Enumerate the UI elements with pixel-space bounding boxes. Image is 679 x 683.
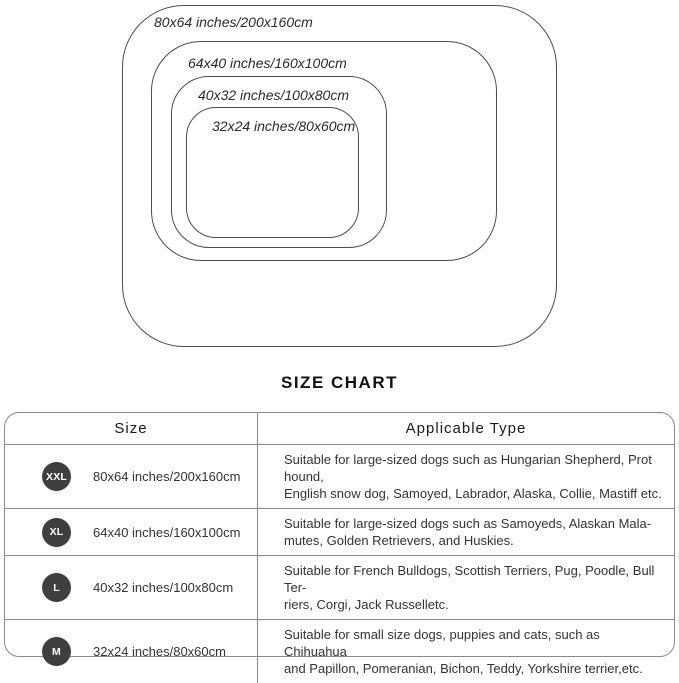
type-cell — [258, 509, 674, 555]
type-description-line: Suitable for French Bulldogs, Scottish Terriers, Pug, Poodle, Bull Ter- — [284, 563, 655, 595]
size-badge-l: L — [42, 573, 71, 602]
size-rect-m-label: 32x24 inches/80x60cm — [212, 118, 356, 134]
size-value: 32x24 inches/80x60cm — [93, 644, 226, 659]
type-description — [258, 445, 674, 508]
table-row — [5, 555, 674, 619]
type-description-line: mutes, Golden Retrievers, and Huskies. — [284, 533, 514, 548]
size-cell — [5, 445, 258, 508]
type-cell — [258, 556, 674, 619]
size-value: 64x40 inches/160x100cm — [93, 524, 241, 540]
type-description-line: English snow dog, Samoyed, Labrador, Alaska, Collie, Mastiff etc. — [284, 486, 662, 501]
type-description — [258, 556, 674, 619]
size-rect-xl-label: 64x40 inches/160x100cm — [188, 55, 347, 71]
table-header-size-cell — [5, 413, 258, 444]
size-value: 40x32 inches/100x80cm — [93, 580, 234, 595]
type-description — [258, 509, 663, 555]
type-cell — [258, 620, 674, 683]
size-badge-m: M — [42, 637, 71, 666]
table-row — [5, 619, 674, 683]
type-column-header: Applicable Type — [405, 420, 527, 437]
table-header-row — [5, 413, 674, 444]
type-cell — [258, 445, 674, 508]
size-column-header: Size — [114, 420, 148, 437]
table-header-type-cell — [258, 413, 674, 444]
type-description-line: and Papillon, Pomeranian, Bichon, Teddy, Yorkshire terrier,etc. — [284, 661, 643, 676]
size-value: 80x64 inches/200x160cm — [93, 469, 241, 484]
size-rect-l-label: 40x32 inches/100x80cm — [198, 87, 349, 103]
size-cell — [5, 509, 258, 555]
table-row — [5, 444, 674, 508]
type-description — [258, 620, 674, 683]
size-table — [4, 412, 675, 676]
size-rect-m — [186, 107, 359, 238]
type-description-line: Suitable for large-sized dogs such as Samoyeds, Alaskan Mala- — [284, 516, 652, 531]
table-row — [5, 508, 674, 555]
type-description-line: Suitable for small size dogs, puppies and cats, such as Chihuahua — [284, 627, 600, 659]
size-cell — [5, 620, 258, 683]
size-badge-xxl: XXL — [42, 462, 71, 491]
size-cell — [5, 556, 258, 619]
type-description-line: Suitable for large-sized dogs such as Hungarian Shepherd, Prot hound, — [284, 452, 652, 484]
type-description-line: riers, Corgi, Jack Russelletc. — [284, 597, 449, 612]
page-title: SIZE CHART — [281, 373, 398, 392]
size-rect-xxl-label: 80x64 inches/200x160cm — [154, 14, 313, 30]
size-badge-xl: XL — [42, 518, 71, 547]
